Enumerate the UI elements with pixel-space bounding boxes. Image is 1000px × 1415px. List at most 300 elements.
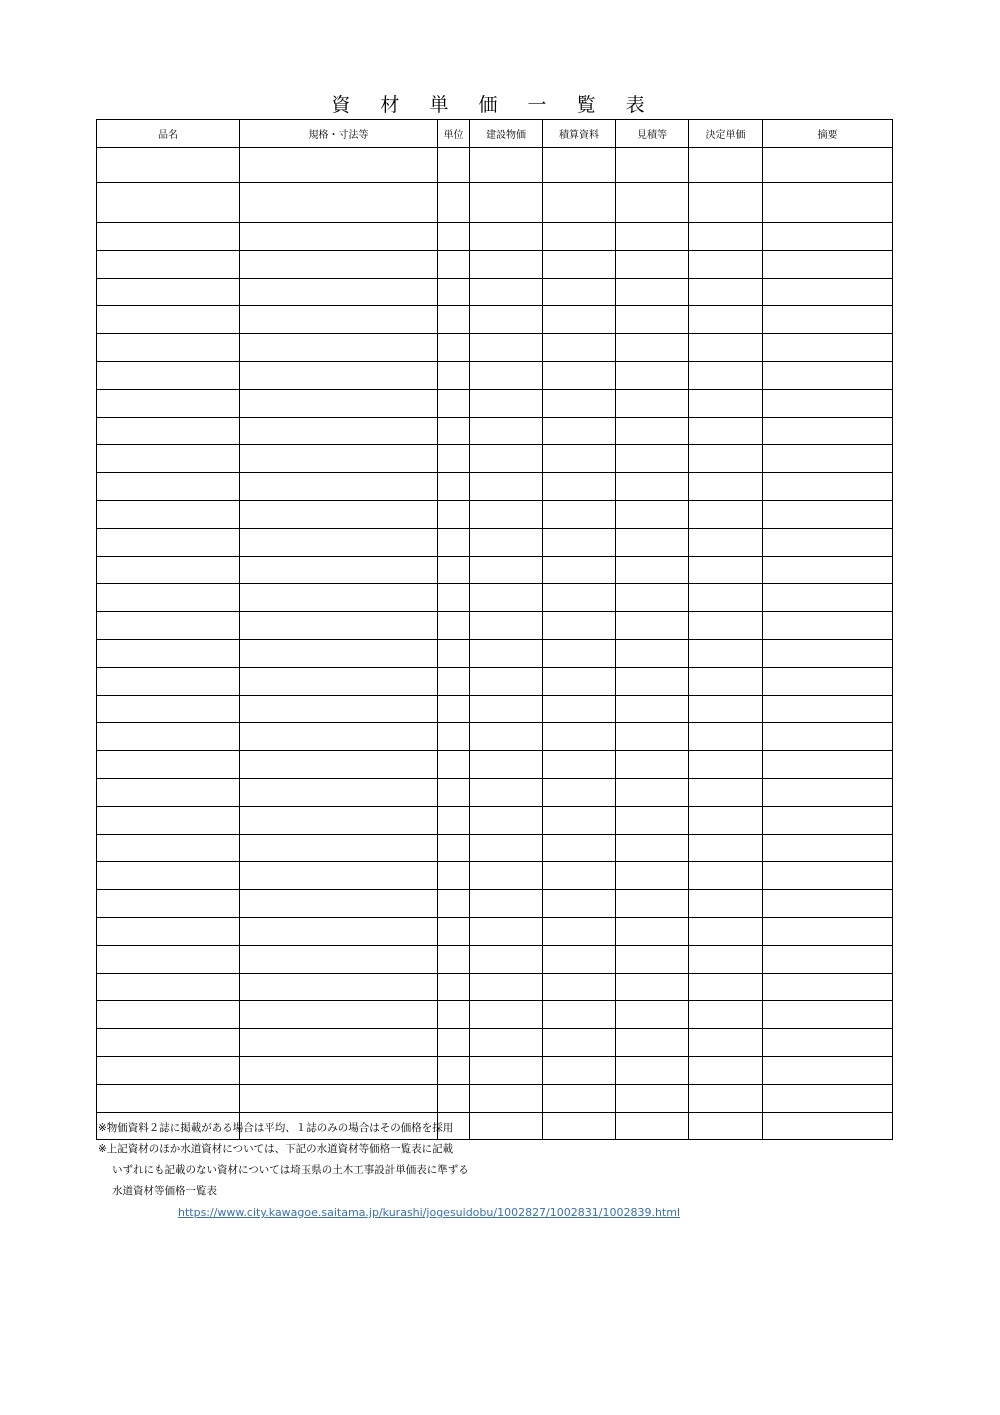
table-cell bbox=[543, 945, 616, 973]
table-cell bbox=[438, 612, 470, 640]
table-row bbox=[97, 723, 893, 751]
table-cell bbox=[616, 584, 689, 612]
table-cell bbox=[689, 695, 763, 723]
table-cell bbox=[438, 862, 470, 890]
table-cell bbox=[240, 862, 438, 890]
table-cell bbox=[240, 806, 438, 834]
table-row bbox=[97, 1056, 893, 1084]
table-cell bbox=[763, 306, 893, 334]
column-header-estimate: 見積等 bbox=[616, 120, 689, 148]
table-cell bbox=[543, 695, 616, 723]
table-cell bbox=[543, 500, 616, 528]
material-price-table bbox=[96, 119, 893, 1140]
table-row bbox=[97, 584, 893, 612]
table-cell bbox=[438, 223, 470, 251]
table-row bbox=[97, 361, 893, 389]
table-cell bbox=[97, 1056, 240, 1084]
table-cell bbox=[97, 723, 240, 751]
table-cell bbox=[470, 973, 543, 1001]
table-cell bbox=[240, 751, 438, 779]
table-cell bbox=[689, 278, 763, 306]
table-cell bbox=[763, 500, 893, 528]
table-cell bbox=[240, 639, 438, 667]
table-cell bbox=[689, 917, 763, 945]
table-row bbox=[97, 473, 893, 501]
table-cell bbox=[689, 778, 763, 806]
table-cell bbox=[470, 639, 543, 667]
table-cell bbox=[689, 528, 763, 556]
table-cell bbox=[470, 862, 543, 890]
table-cell bbox=[616, 500, 689, 528]
table-cell bbox=[763, 556, 893, 584]
table-cell bbox=[689, 361, 763, 389]
table-cell bbox=[438, 945, 470, 973]
table-cell bbox=[543, 223, 616, 251]
table-cell bbox=[240, 778, 438, 806]
table-cell bbox=[438, 148, 470, 183]
table-row bbox=[97, 223, 893, 251]
table-cell bbox=[240, 1084, 438, 1112]
footnotes bbox=[98, 1118, 898, 1223]
table-cell bbox=[616, 306, 689, 334]
table-cell bbox=[616, 278, 689, 306]
table-cell bbox=[763, 528, 893, 556]
table-cell bbox=[689, 417, 763, 445]
table-cell bbox=[438, 723, 470, 751]
table-cell bbox=[470, 890, 543, 918]
table-cell bbox=[543, 361, 616, 389]
table-cell bbox=[438, 973, 470, 1001]
table-cell bbox=[97, 500, 240, 528]
table-row bbox=[97, 556, 893, 584]
table-row bbox=[97, 389, 893, 417]
table-cell bbox=[97, 862, 240, 890]
table-cell bbox=[470, 945, 543, 973]
page-title: 資 材 単 価 一 覧 表 bbox=[331, 94, 657, 116]
table-cell bbox=[763, 250, 893, 278]
table-cell bbox=[240, 389, 438, 417]
table-row bbox=[97, 417, 893, 445]
table-cell bbox=[470, 778, 543, 806]
table-cell bbox=[97, 417, 240, 445]
table-cell bbox=[543, 389, 616, 417]
table-cell bbox=[97, 917, 240, 945]
table-row bbox=[97, 1029, 893, 1057]
table-cell bbox=[240, 500, 438, 528]
table-cell bbox=[616, 556, 689, 584]
table-cell bbox=[543, 612, 616, 640]
table-cell bbox=[438, 639, 470, 667]
table-cell bbox=[240, 890, 438, 918]
table-cell bbox=[763, 473, 893, 501]
table-cell bbox=[97, 148, 240, 183]
table-cell bbox=[689, 183, 763, 223]
table-cell bbox=[240, 223, 438, 251]
table-cell bbox=[763, 917, 893, 945]
table-cell bbox=[470, 278, 543, 306]
table-cell bbox=[470, 361, 543, 389]
table-cell bbox=[543, 723, 616, 751]
table-cell bbox=[543, 334, 616, 362]
table-row bbox=[97, 945, 893, 973]
table-cell bbox=[543, 806, 616, 834]
table-cell bbox=[689, 250, 763, 278]
table-cell bbox=[689, 334, 763, 362]
table-cell bbox=[763, 667, 893, 695]
table-cell bbox=[689, 556, 763, 584]
table-row bbox=[97, 695, 893, 723]
table-cell bbox=[689, 834, 763, 862]
table-cell bbox=[470, 556, 543, 584]
table-cell bbox=[438, 751, 470, 779]
table-cell bbox=[438, 389, 470, 417]
table-cell bbox=[470, 612, 543, 640]
table-cell bbox=[470, 667, 543, 695]
table-cell bbox=[240, 584, 438, 612]
table-cell bbox=[616, 862, 689, 890]
table-cell bbox=[470, 584, 543, 612]
table-cell bbox=[543, 183, 616, 223]
note-price-list-title: 水道資材等価格一覧表 bbox=[112, 1185, 217, 1197]
table-cell bbox=[689, 612, 763, 640]
table-cell bbox=[616, 917, 689, 945]
table-cell bbox=[763, 612, 893, 640]
table-cell bbox=[97, 612, 240, 640]
table-cell bbox=[543, 1001, 616, 1029]
table-cell bbox=[470, 183, 543, 223]
table-cell bbox=[616, 417, 689, 445]
table-cell bbox=[438, 1056, 470, 1084]
table-cell bbox=[689, 806, 763, 834]
table-cell bbox=[763, 1001, 893, 1029]
table-cell bbox=[763, 778, 893, 806]
table-cell bbox=[689, 1056, 763, 1084]
table-cell bbox=[543, 250, 616, 278]
table-cell bbox=[616, 148, 689, 183]
table-cell bbox=[689, 223, 763, 251]
table-cell bbox=[438, 806, 470, 834]
table-cell bbox=[438, 306, 470, 334]
table-cell bbox=[689, 306, 763, 334]
table-cell bbox=[438, 417, 470, 445]
table-cell bbox=[689, 890, 763, 918]
table-cell bbox=[240, 695, 438, 723]
table-row bbox=[97, 1084, 893, 1112]
table-cell bbox=[470, 917, 543, 945]
table-cell bbox=[616, 183, 689, 223]
table-cell bbox=[97, 973, 240, 1001]
table-cell bbox=[763, 973, 893, 1001]
note-saitama-unit-price: いずれにも記載のない資材については埼玉県の土木工事設計単価表に準ずる bbox=[112, 1164, 469, 1176]
table-cell bbox=[97, 1001, 240, 1029]
table-cell bbox=[438, 250, 470, 278]
table-cell bbox=[689, 389, 763, 417]
table-cell bbox=[470, 148, 543, 183]
table-cell bbox=[763, 417, 893, 445]
table-cell bbox=[470, 445, 543, 473]
table-cell bbox=[97, 250, 240, 278]
table-cell bbox=[616, 973, 689, 1001]
table-row bbox=[97, 973, 893, 1001]
table-cell bbox=[616, 695, 689, 723]
table-cell bbox=[240, 1056, 438, 1084]
table-cell bbox=[543, 973, 616, 1001]
table-cell bbox=[616, 612, 689, 640]
table-cell bbox=[97, 306, 240, 334]
table-cell bbox=[616, 751, 689, 779]
table-cell bbox=[543, 1056, 616, 1084]
table-cell bbox=[689, 1029, 763, 1057]
table-cell bbox=[763, 148, 893, 183]
table-cell bbox=[763, 584, 893, 612]
table-cell bbox=[97, 667, 240, 695]
table-cell bbox=[470, 417, 543, 445]
table-cell bbox=[438, 278, 470, 306]
column-header-kensetsu-bukka: 建設物価 bbox=[470, 120, 543, 148]
table-cell bbox=[763, 334, 893, 362]
table-cell bbox=[763, 445, 893, 473]
table-cell bbox=[689, 667, 763, 695]
column-header-spec: 規格・寸法等 bbox=[240, 120, 438, 148]
table-cell bbox=[616, 223, 689, 251]
table-cell bbox=[470, 695, 543, 723]
table-cell bbox=[240, 834, 438, 862]
table-cell bbox=[616, 806, 689, 834]
table-cell bbox=[470, 1056, 543, 1084]
table-cell bbox=[438, 183, 470, 223]
table-cell bbox=[97, 556, 240, 584]
table-cell bbox=[616, 1084, 689, 1112]
table-cell bbox=[616, 723, 689, 751]
table-row bbox=[97, 183, 893, 223]
table-cell bbox=[763, 834, 893, 862]
table-cell bbox=[240, 1029, 438, 1057]
table-cell bbox=[543, 639, 616, 667]
table-cell bbox=[470, 250, 543, 278]
table-cell bbox=[97, 473, 240, 501]
table-cell bbox=[689, 584, 763, 612]
table-cell bbox=[543, 278, 616, 306]
table-cell bbox=[763, 862, 893, 890]
table-cell bbox=[543, 1029, 616, 1057]
table-cell bbox=[616, 639, 689, 667]
column-header-remarks: 摘要 bbox=[763, 120, 893, 148]
table-cell bbox=[97, 639, 240, 667]
table-cell bbox=[97, 945, 240, 973]
table-cell bbox=[240, 445, 438, 473]
table-cell bbox=[240, 306, 438, 334]
table-cell bbox=[438, 361, 470, 389]
table-cell bbox=[616, 834, 689, 862]
table-cell bbox=[438, 890, 470, 918]
table-cell bbox=[97, 584, 240, 612]
table-cell bbox=[470, 389, 543, 417]
table-cell bbox=[616, 473, 689, 501]
column-header-sekisan-shiryo: 積算資料 bbox=[543, 120, 616, 148]
table-cell bbox=[438, 500, 470, 528]
table-cell bbox=[438, 1001, 470, 1029]
table-cell bbox=[616, 361, 689, 389]
table-cell bbox=[240, 528, 438, 556]
table-cell bbox=[97, 834, 240, 862]
table-cell bbox=[616, 1029, 689, 1057]
table-cell bbox=[616, 445, 689, 473]
table-cell bbox=[763, 1029, 893, 1057]
table-row bbox=[97, 1001, 893, 1029]
table-cell bbox=[240, 250, 438, 278]
table-row bbox=[97, 890, 893, 918]
table-cell bbox=[689, 1084, 763, 1112]
table-row bbox=[97, 445, 893, 473]
table-cell bbox=[97, 183, 240, 223]
table-cell bbox=[97, 528, 240, 556]
table-cell bbox=[240, 417, 438, 445]
table-cell bbox=[240, 183, 438, 223]
table-cell bbox=[97, 751, 240, 779]
table-cell bbox=[689, 723, 763, 751]
table-cell bbox=[470, 306, 543, 334]
table-cell bbox=[240, 612, 438, 640]
table-cell bbox=[543, 834, 616, 862]
table-cell bbox=[763, 389, 893, 417]
table-cell bbox=[616, 945, 689, 973]
table-cell bbox=[470, 806, 543, 834]
table-cell bbox=[616, 667, 689, 695]
table-cell bbox=[240, 361, 438, 389]
table-cell bbox=[438, 695, 470, 723]
table-cell bbox=[97, 334, 240, 362]
table-cell bbox=[763, 806, 893, 834]
table-cell bbox=[438, 667, 470, 695]
table-cell bbox=[97, 1084, 240, 1112]
table-header-row bbox=[97, 120, 893, 148]
table-row bbox=[97, 500, 893, 528]
table-row bbox=[97, 278, 893, 306]
table-cell bbox=[616, 1056, 689, 1084]
table-cell bbox=[763, 223, 893, 251]
table-cell bbox=[470, 528, 543, 556]
table-cell bbox=[543, 917, 616, 945]
table-cell bbox=[97, 278, 240, 306]
table-cell bbox=[543, 445, 616, 473]
table-cell bbox=[763, 278, 893, 306]
table-row bbox=[97, 806, 893, 834]
table-cell bbox=[616, 250, 689, 278]
table-cell bbox=[616, 334, 689, 362]
table-cell bbox=[763, 695, 893, 723]
table-cell bbox=[763, 1056, 893, 1084]
table-row bbox=[97, 778, 893, 806]
table-cell bbox=[438, 556, 470, 584]
table-row bbox=[97, 306, 893, 334]
table-cell bbox=[543, 890, 616, 918]
table-cell bbox=[240, 917, 438, 945]
table-cell bbox=[240, 473, 438, 501]
table-cell bbox=[763, 890, 893, 918]
table-cell bbox=[438, 1029, 470, 1057]
table-cell bbox=[763, 945, 893, 973]
table-cell bbox=[543, 556, 616, 584]
table-cell bbox=[438, 473, 470, 501]
table-cell bbox=[543, 306, 616, 334]
table-row bbox=[97, 334, 893, 362]
table-row bbox=[97, 862, 893, 890]
table-cell bbox=[543, 862, 616, 890]
table-cell bbox=[689, 751, 763, 779]
table-cell bbox=[543, 584, 616, 612]
table-cell bbox=[240, 945, 438, 973]
table-row bbox=[97, 148, 893, 183]
table-cell bbox=[97, 361, 240, 389]
table-cell bbox=[240, 667, 438, 695]
table-cell bbox=[689, 473, 763, 501]
table-row bbox=[97, 667, 893, 695]
table-cell bbox=[97, 223, 240, 251]
table-cell bbox=[470, 223, 543, 251]
table-cell bbox=[240, 1001, 438, 1029]
table-cell bbox=[470, 334, 543, 362]
table-cell bbox=[689, 500, 763, 528]
table-cell bbox=[97, 695, 240, 723]
table-cell bbox=[97, 806, 240, 834]
table-row bbox=[97, 612, 893, 640]
table-cell bbox=[470, 1084, 543, 1112]
table-cell bbox=[543, 473, 616, 501]
table-cell bbox=[543, 1084, 616, 1112]
table-cell bbox=[240, 723, 438, 751]
table-cell bbox=[438, 917, 470, 945]
table-cell bbox=[438, 334, 470, 362]
table-cell bbox=[763, 361, 893, 389]
table-row bbox=[97, 528, 893, 556]
table-cell bbox=[689, 639, 763, 667]
table-cell bbox=[240, 278, 438, 306]
table-cell bbox=[470, 1001, 543, 1029]
table-cell bbox=[616, 389, 689, 417]
table-cell bbox=[763, 639, 893, 667]
table-row bbox=[97, 751, 893, 779]
table-cell bbox=[763, 1084, 893, 1112]
table-row bbox=[97, 917, 893, 945]
price-list-link[interactable]: https://www.city.kawagoe.saitama.jp/kurashi/jogesuidobu/1002827/1002831/1002839.html bbox=[178, 1206, 681, 1219]
table-cell bbox=[97, 778, 240, 806]
table-row bbox=[97, 834, 893, 862]
table-cell bbox=[438, 528, 470, 556]
note-average-price: ※物価資料２誌に掲載がある場合は平均、１誌のみの場合はその価格を採用 bbox=[98, 1122, 454, 1134]
table-cell bbox=[438, 778, 470, 806]
table-cell bbox=[689, 945, 763, 973]
table-cell bbox=[616, 890, 689, 918]
table-cell bbox=[438, 445, 470, 473]
table-cell bbox=[470, 473, 543, 501]
note-water-materials: ※上記資材のほか水道資材については、下記の水道資材等価格一覧表に記載 bbox=[98, 1143, 454, 1155]
table-cell bbox=[543, 751, 616, 779]
table-cell bbox=[470, 500, 543, 528]
table-cell bbox=[543, 528, 616, 556]
table-cell bbox=[543, 778, 616, 806]
table-cell bbox=[616, 778, 689, 806]
table-cell bbox=[470, 751, 543, 779]
table-cell bbox=[543, 417, 616, 445]
column-header-item-name: 品名 bbox=[97, 120, 240, 148]
table-cell bbox=[438, 1084, 470, 1112]
table-cell bbox=[689, 862, 763, 890]
table-cell bbox=[97, 445, 240, 473]
table-cell bbox=[240, 556, 438, 584]
table-cell bbox=[543, 148, 616, 183]
table-cell bbox=[97, 1029, 240, 1057]
table-cell bbox=[689, 973, 763, 1001]
